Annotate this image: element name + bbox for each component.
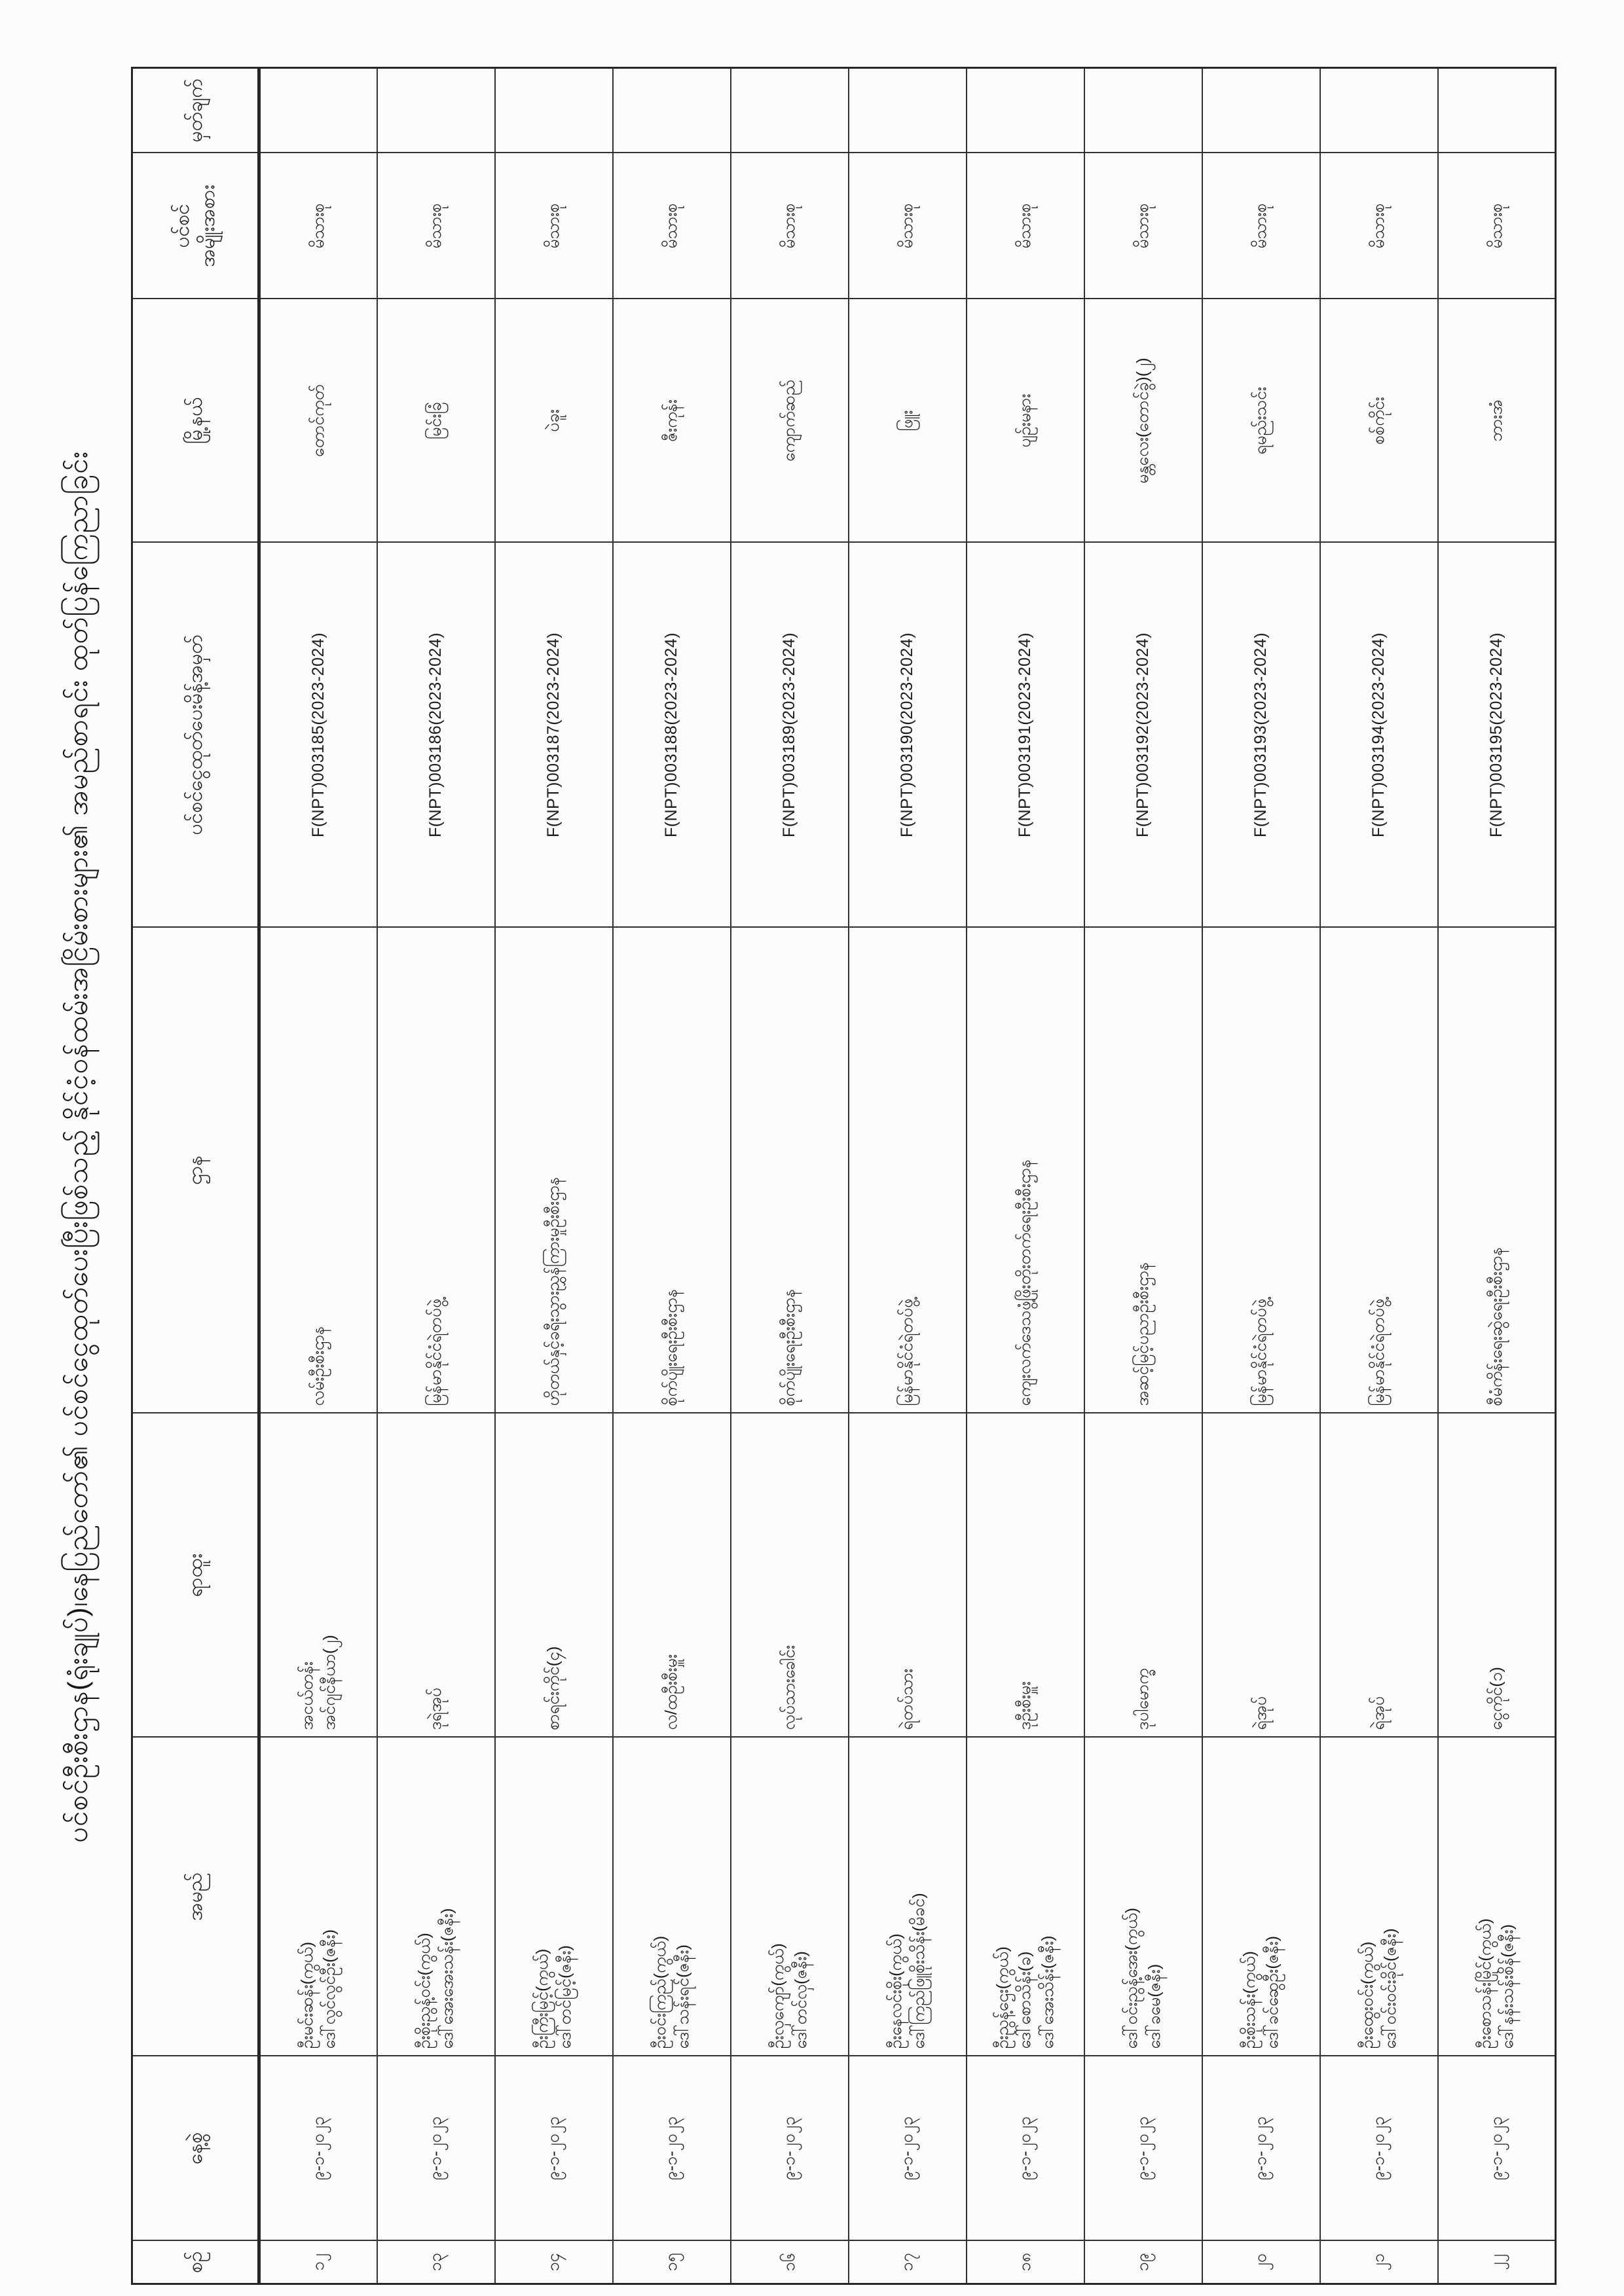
cell-name [259, 1738, 377, 2056]
cell-date: ၉-၁-၂၀၂၃ [1438, 2056, 1556, 2241]
col-header-label [183, 1742, 208, 2052]
table-row [1084, 68, 1202, 2284]
col-header-label [183, 932, 208, 1409]
cell-date: ၉-၁-၂၀၂၃ [731, 2056, 849, 2241]
cell-pension-order-number: F(NPT)003194(2023-2024) [1320, 543, 1438, 928]
table-row [967, 68, 1084, 2284]
cell-date: ၉-၁-၂၀၂၃ [1202, 2056, 1320, 2241]
cell-date: ၉-၁-၂၀၂၃ [967, 2056, 1084, 2241]
name-line: ဒေါ်စောသိန်း(ခ) [1016, 1951, 1035, 2049]
cell-serial-no: ၂၂ [1438, 2241, 1556, 2284]
col-header-label-line: ရာထူး [184, 1553, 206, 1597]
position-line: ရဲအုပ် [1369, 1696, 1388, 1730]
cell-pension-order-number: F(NPT)003195(2023-2024) [1438, 543, 1556, 928]
cell-pension-order-number: F(NPT)003185(2023-2024) [259, 543, 377, 928]
col-header-label-line: အမည် [184, 1872, 206, 1921]
pension-table [131, 67, 1557, 2285]
pension-table-header [132, 68, 259, 2284]
cell-name [495, 1738, 613, 2056]
cell-department: မြန်မာနိုင်ငံရဲတပ်ဖွဲ့ [377, 928, 495, 1413]
cell-date: ၉-၁-၂၀၂၃ [259, 2056, 377, 2241]
cell-pension-type: မိသားစု [731, 153, 849, 299]
name-line: ဦးလှကျော်(ကွယ်) [769, 1943, 787, 2049]
cell-date: ၉-၁-၂၀၂၃ [495, 2056, 613, 2241]
col-header-label [183, 547, 208, 923]
cell-pension-type: မိသားစု [495, 153, 613, 299]
col-header-label-line: မြို့နယ် [184, 397, 206, 445]
name-line: ဒေါ်တင်လှ(ဇနီး) [791, 1951, 810, 2049]
cell-pension-type: မိသားစု [1084, 153, 1202, 299]
cell-serial-no: ၁၉ [1084, 2241, 1202, 2284]
cell-pension-order-number: F(NPT)003188(2023-2024) [613, 543, 731, 928]
position-line: လုပ်သားခေါင်း [780, 1645, 799, 1730]
cell-name [1320, 1738, 1438, 2056]
col-header-type [132, 153, 259, 299]
table-row [849, 68, 967, 2284]
name-line: ဦးကြီးမြင့်(ကွယ်) [533, 1948, 551, 2049]
cell-town: မန္တလေး(တောင်ခွဲ)(၂) [1084, 299, 1202, 543]
cell-pension-order-number: F(NPT)003193(2023-2024) [1202, 543, 1320, 928]
name-line: ဒေါ်လွင်လွင်ဦး(ဇနီး) [320, 1929, 339, 2049]
col-header-label [183, 304, 208, 538]
cell-position [1438, 1413, 1556, 1738]
cell-serial-no: ၂၁ [1320, 2241, 1438, 2284]
table-row [613, 68, 731, 2284]
table-row [1320, 68, 1438, 2284]
position-line: ငွေကိုင်(၁) [1487, 1667, 1505, 1730]
position-line: ရဲတပ်သား [898, 1668, 917, 1730]
position-line: စာရင်းကိုင်(၄) [544, 1646, 563, 1730]
cell-date: ၉-၁-၂၀၂၃ [613, 2056, 731, 2241]
cell-remark [1084, 68, 1202, 153]
table-row [731, 68, 849, 2284]
cell-name [731, 1738, 849, 2056]
cell-remark [495, 68, 613, 153]
cell-remark [731, 68, 849, 153]
name-line: ဒေါ်အေးအေးသန်း(ဇနီး) [437, 1908, 456, 2049]
cell-department: လမ်းဦးစီးဌာန [259, 928, 377, 1413]
cell-pension-type: မိသားစု [1438, 153, 1556, 299]
col-header-label-line: နေ့စွဲ [184, 2132, 206, 2164]
cell-town: တောင်ကုတ် [259, 299, 377, 543]
name-line: ဒေါ်ဝင်းညွန့်အေး(ကွယ်) [1122, 1907, 1141, 2049]
cell-remark [377, 68, 495, 153]
col-header-date [132, 2056, 259, 2241]
cell-position [613, 1413, 731, 1738]
table-row [377, 68, 495, 2284]
cell-pension-type: မိသားစု [967, 153, 1084, 299]
name-line: ဦးဝင်းကြည်(ကွယ်) [651, 1935, 669, 2049]
cell-pension-type: မိသားစု [259, 153, 377, 299]
col-header-cert [132, 543, 259, 928]
col-header-label [183, 1418, 208, 1733]
cell-department: စီမံကိန်းရေးဆွဲရေးဦးစီးဌာန [1438, 928, 1556, 1413]
col-header-remark [132, 68, 259, 153]
pension-table-body [259, 68, 1556, 2284]
cell-position [259, 1413, 377, 1738]
position-line: ဒုပါမောက္ခ [1134, 1668, 1153, 1730]
position-line: လ/ထဦးစီးမှူး [662, 1654, 681, 1730]
cell-remark [1320, 68, 1438, 153]
name-line: ဒေါ်အေးသိန်း(ဇနီး) [1038, 1935, 1057, 2049]
cell-date: ၉-၁-၂၀၂၃ [1320, 2056, 1438, 2241]
name-line: ဒေါ်ကြည်ဖြူစိုးသိန်း(မိခင်) [909, 1893, 928, 2049]
cell-serial-no: ၁၂ [259, 2241, 377, 2284]
name-line: ဦးမင်းဆန်း(ကွယ်) [297, 1941, 316, 2049]
col-header-label [170, 158, 221, 295]
cell-position [1202, 1413, 1320, 1738]
table-row [1438, 68, 1556, 2284]
cell-town: စစ်ကိုင်း [1320, 299, 1438, 543]
cell-remark [259, 68, 377, 153]
cell-name [1084, 1738, 1202, 2056]
cell-remark [967, 68, 1084, 153]
col-header-name [132, 1738, 259, 2056]
cell-position [849, 1413, 967, 1738]
col-header-label-line: ဌာန [184, 1156, 206, 1185]
cell-pension-type: မိသားစု [1320, 153, 1438, 299]
name-line: ဦးညွန့်ဌေး(ကွယ်) [993, 1946, 1012, 2049]
col-header-town [132, 299, 259, 543]
col-header-position [132, 1413, 259, 1738]
cell-name [613, 1738, 731, 2056]
name-line: ဒေါ်သန်းရင်(ဇနီး) [673, 1944, 692, 2049]
col-header-label-line: စဉ် [184, 2251, 206, 2274]
name-line: ဒေါ်တင်မြင့်(ဇနီး) [555, 1945, 574, 2049]
position-line: ဒုရဲအုပ် [426, 1687, 445, 1730]
position-line: အင်ဂျင်နီယာ(၂) [320, 1635, 339, 1730]
cell-serial-no: ၁၈ [967, 2241, 1084, 2284]
cell-town: ဇီးကုန်း [613, 299, 731, 543]
col-header-label-line: ပင်စင် [172, 204, 193, 248]
cell-town: ရမည်းသင်း [1202, 299, 1320, 543]
col-header-label-line: အမျိုးအစား [197, 185, 219, 267]
cell-town: ကျောက်ဆည် [731, 299, 849, 543]
cell-position [731, 1413, 849, 1738]
name-line: ဦးစိုးညွန့်ဝင်း(ကွယ်) [415, 1933, 434, 2049]
cell-town: ဘားအံ [1438, 299, 1556, 543]
name-line: ဒေါ်ခင်ဆွေဦး(ဇနီး) [1263, 1935, 1282, 2049]
position-line: ဒုဦးစီးမှူး [1016, 1681, 1035, 1730]
cell-pension-order-number: F(NPT)003186(2023-2024) [377, 543, 495, 928]
col-header-no [132, 2241, 259, 2284]
cell-department: မြန်မာနိုင်ငံရဲတပ်ဖွဲ့ [849, 928, 967, 1413]
table-row [1202, 68, 1320, 2284]
table-row [259, 68, 377, 2284]
cell-serial-no: ၂၀ [1202, 2241, 1320, 2284]
cell-town: မြင်းခြံ [377, 299, 495, 543]
cell-department: အဆင့်မြင့်ပညာဦးစီးဌာန [1084, 928, 1202, 1413]
cell-remark [613, 68, 731, 153]
cell-position [967, 1413, 1084, 1738]
cell-pension-order-number: F(NPT)003187(2023-2024) [495, 543, 613, 928]
cell-serial-no: ၁၃ [377, 2241, 495, 2284]
col-header-label [183, 2061, 208, 2236]
col-header-label [183, 73, 208, 149]
name-line: ဒေါ်နန်းသန်းစိန်(ဇနီး) [1498, 1924, 1517, 2049]
cell-date: ၉-၁-၂၀၂၃ [377, 2056, 495, 2241]
cell-town: ပျဉ်းမနား [967, 299, 1084, 543]
cell-pension-order-number: F(NPT)003191(2023-2024) [967, 543, 1084, 928]
cell-department: စိုက်ပျိုးရေးဦးစီးဌာန [613, 928, 731, 1413]
position-line: ရဲအုပ် [1251, 1696, 1270, 1730]
cell-name [1202, 1738, 1320, 2056]
name-line: ဒေါ်ဝင်းဝင်းခိုင်(ဇနီး) [1380, 1928, 1399, 2049]
cell-remark [1438, 68, 1556, 153]
cell-department: မြန်မာနိုင်ငံရဲတပ်ဖွဲ့ [1202, 928, 1320, 1413]
cell-pension-order-number: F(NPT)003189(2023-2024) [731, 543, 849, 928]
cell-name [849, 1738, 967, 2056]
cell-position [1084, 1413, 1202, 1738]
cell-serial-no: ၁၅ [613, 2241, 731, 2284]
cell-department: စိုက်ပျိုးရေးဦးစီးဌာန [731, 928, 849, 1413]
col-header-label-line: မှတ်ချက် [184, 79, 206, 143]
cell-date: ၉-၁-၂၀၂၃ [1084, 2056, 1202, 2241]
cell-serial-no: ၁၆ [731, 2241, 849, 2284]
cell-remark [849, 68, 967, 153]
name-line: ဦးထွေးဝင်း(ကွယ်) [1358, 1941, 1376, 2049]
cell-position [1320, 1413, 1438, 1738]
cell-pension-type: မိသားစု [613, 153, 731, 299]
col-header-label-line: ပင်စင်ငွေထုတ်ပေးမိန့်အမှတ် [184, 634, 206, 835]
name-line: ဦးစောသန်းမြိုင်(ကွယ်) [1475, 1918, 1494, 2049]
cell-name [377, 1738, 495, 2056]
name-line: ဦးနေလင်းစိုး(ကွယ်) [887, 1933, 905, 2049]
table-row [495, 68, 613, 2284]
name-line: ဦးစိုးသန်း(ကွယ်) [1240, 1951, 1259, 2049]
col-header-dept [132, 928, 259, 1413]
cell-serial-no: ၁၇ [849, 2241, 967, 2284]
cell-town: ဖြူး [849, 299, 967, 543]
cell-pension-order-number: F(NPT)003190(2023-2024) [849, 543, 967, 928]
cell-position [495, 1413, 613, 1738]
cell-pension-type: မိသားစု [849, 153, 967, 299]
cell-pension-type: မိသားစု [377, 153, 495, 299]
cell-remark [1202, 68, 1320, 153]
cell-pension-type: မိသားစု [1202, 153, 1320, 299]
cell-name [1438, 1738, 1556, 2056]
cell-department: ဟိုတယ်နှင့်ခရီးသွားညွှန်ကြားမှုဦးစီးဌာန [495, 928, 613, 1413]
cell-department: ကျေးလက်ဒေသဖွံ့ဖြိုးတိုးတက်ရေးဦးစီးဌာန [967, 928, 1084, 1413]
cell-position [377, 1413, 495, 1738]
page-title: ပင်စင်ဦးစီးဌာန(ရုံးချုပ်)၊နေပြည်တော်၏ ပင်စင်ငွေထုတ်ပေးပြီးဖြစ်သည့် နိုင်ငံ့ဝန်ထမ်းအငြိမ်းစားများ၏ အမည်စာရင်း ထုတ်ပြန်ကြေညာခြင်း [62, 451, 93, 1843]
cell-name [967, 1738, 1084, 2056]
name-line: ဒေါ်ခမေ(ဇနီး) [1145, 1963, 1164, 2049]
col-header-label [183, 2246, 208, 2280]
cell-serial-no: ၁၄ [495, 2241, 613, 2284]
cell-pension-order-number: F(NPT)003192(2023-2024) [1084, 543, 1202, 928]
cell-department: မြန်မာနိုင်ငံရဲတပ်ဖွဲ့ [1320, 928, 1438, 1413]
cell-town: ပဲခူး [495, 299, 613, 543]
cell-date: ၉-၁-၂၀၂၃ [849, 2056, 967, 2241]
position-line: အငယ်တန်း [297, 1661, 316, 1730]
